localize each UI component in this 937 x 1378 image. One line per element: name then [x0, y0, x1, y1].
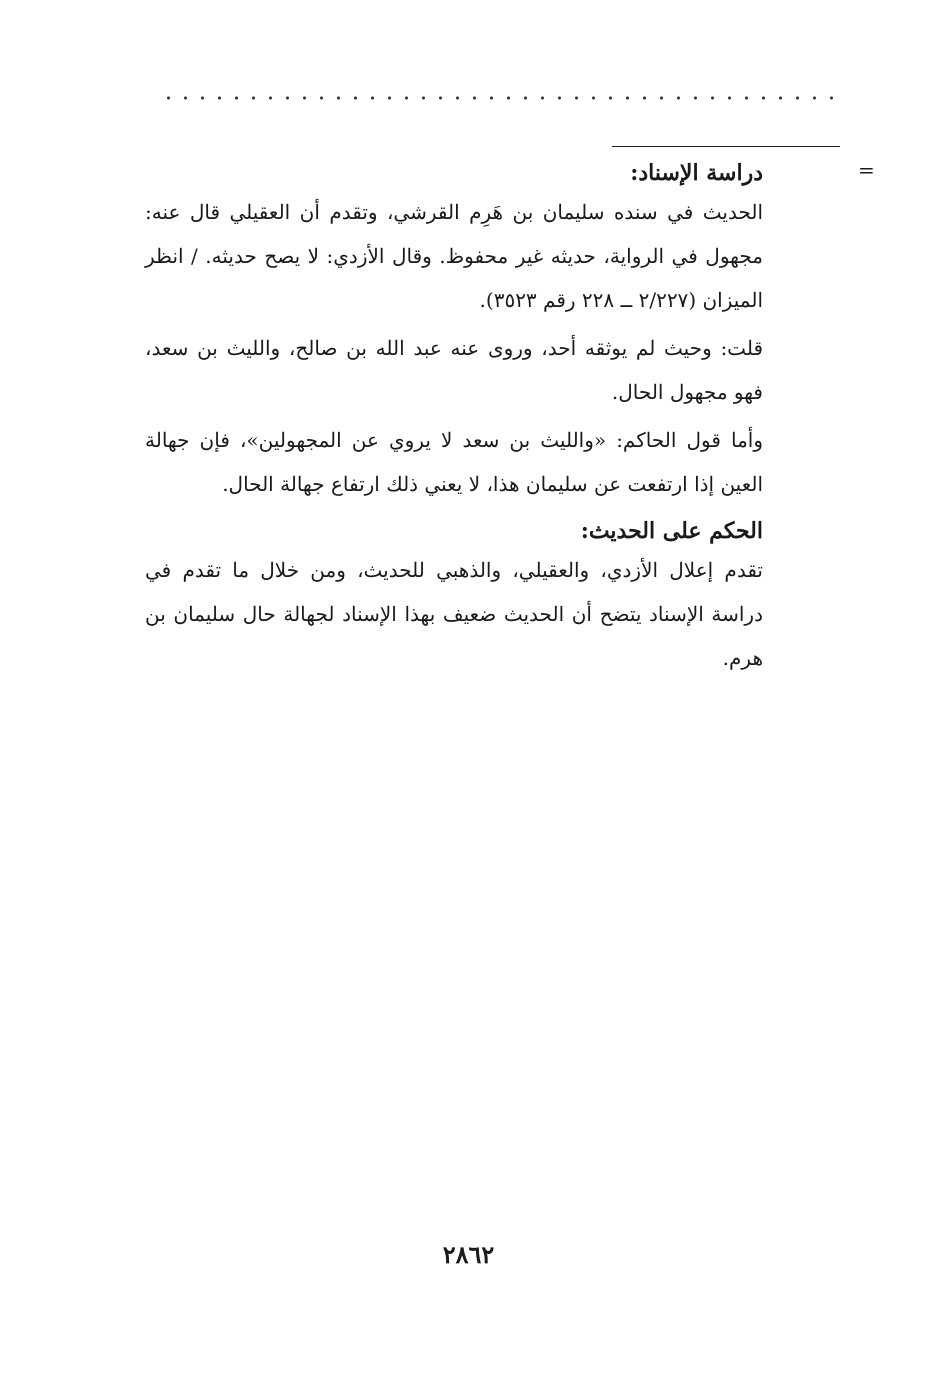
section-heading-hukm: الحكم على الحديث:	[580, 518, 763, 544]
section-heading-isnad: دراسة الإسناد:	[630, 160, 763, 186]
dotted-separator	[160, 92, 840, 104]
main-text	[145, 156, 763, 680]
page-number: ٢٨٦٢	[442, 1240, 495, 1269]
margin-mark: =	[858, 158, 875, 182]
paragraph-isnad-3: وأما قول الحاكم: «والليث بن سعد لا يروي عن المجهولين»، فإن جهالة العين إذا ارتفعت عن سليمان هذا، لا يعني ذلك ارتفاع جهالة الحال.	[145, 428, 763, 496]
paragraph-hukm-1: تقدم إعلال الأزدي، والعقيلي، والذهبي للحديث، ومن خلال ما تقدم في دراسة الإسناد يتضح أن الحديث ضعيف بهذا الإسناد لجهالة حال سليمان بن هرم.	[145, 558, 763, 670]
paragraph-isnad-1: الحديث في سنده سليمان بن هَرِم القرشي، وتقدم أن العقيلي قال عنه: مجهول في الرواية، حديثه غير محفوظ. وقال الأزدي: لا يصح حديثه. / انظر الميزان (٢/٢٢٧ ــ ٢٢٨ رقم ٣٥٢٣).	[145, 200, 764, 312]
heading-rule	[612, 146, 840, 147]
paragraph-isnad-2: قلت: وحيث لم يوثقه أحد، وروى عنه عبد الله بن صالح، والليث بن سعد، فهو مجهول الحال.	[145, 336, 763, 404]
